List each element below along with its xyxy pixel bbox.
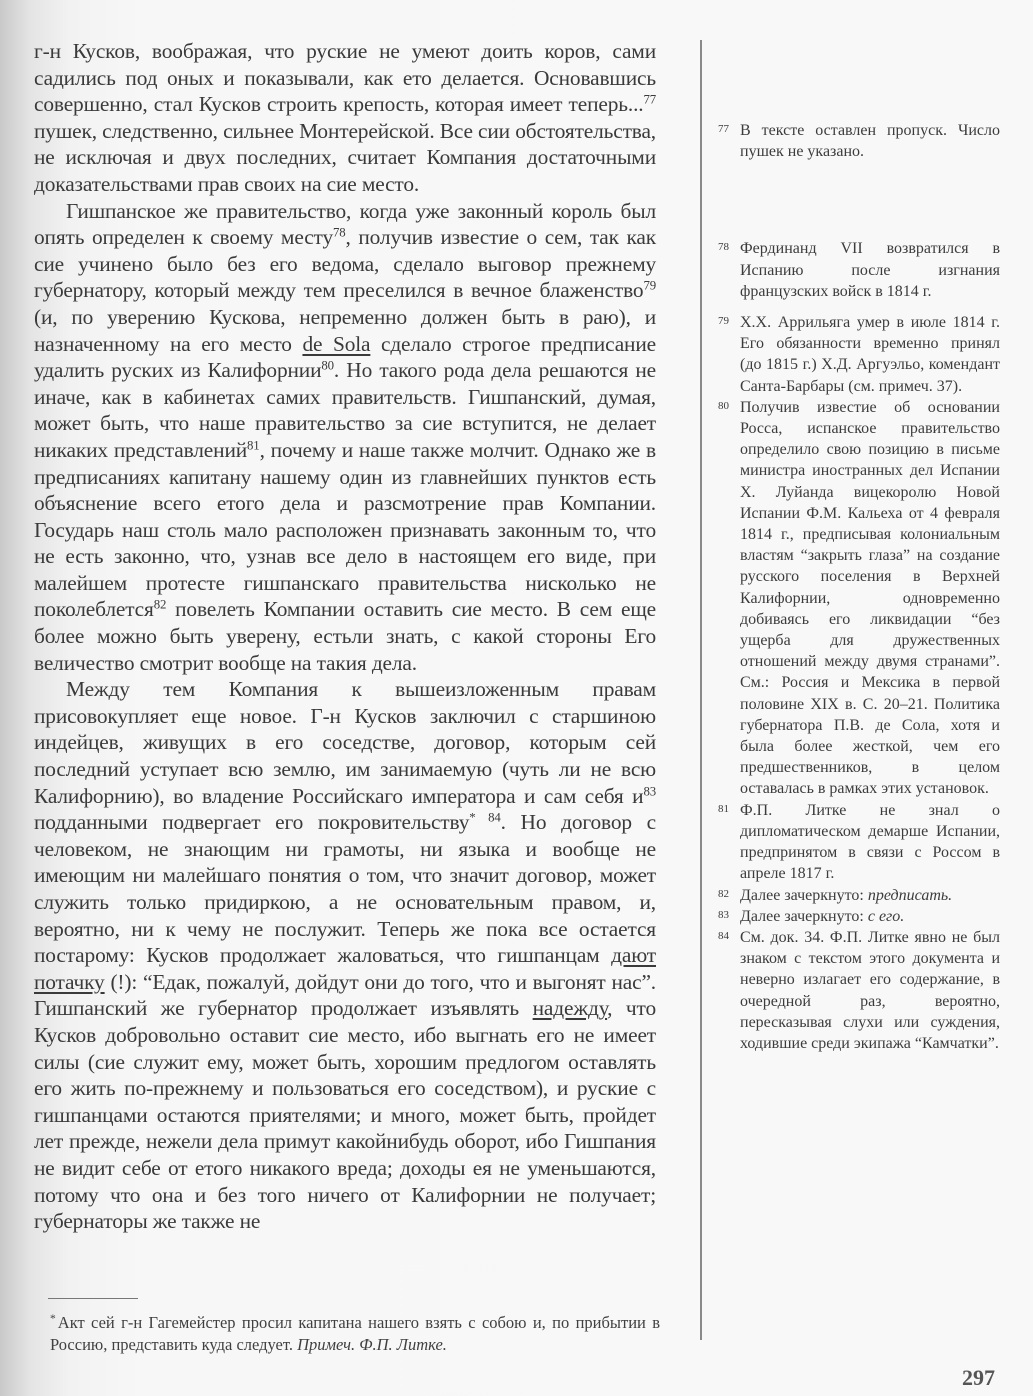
note-text: Х.Х. Аррильяга умер в июле 1814 г. Его обязанности временно принял (до 1815 г.) Х.Д. Аргуэльо, комендант Санта-Барбары (см. примеч. 37). [740, 314, 1000, 395]
note-text: См. док. 34. Ф.П. Литке явно не был знаком с текстом этого документа и неверно излагает его содержание, в очередной раз, вероятно, пересказывая слухи или суждения, ходившие среди экипажа “Камчатки”. [740, 928, 1000, 1052]
footnote-star-ref[interactable]: * [469, 810, 476, 825]
note-ref-78[interactable]: 78 [333, 225, 346, 240]
note-ref-80[interactable]: 80 [321, 358, 334, 373]
page-number: 297 [962, 1365, 995, 1390]
underlined-phrase-1: дают потачку [34, 943, 656, 994]
note-number: 81 [718, 802, 729, 815]
underlined-phrase-2: надежду [532, 996, 608, 1021]
note-ref-83[interactable]: 83 [643, 783, 656, 798]
note-number: 84 [718, 929, 729, 942]
note-text: В тексте оставлен пропуск. Число пушек не указано. [740, 122, 1000, 161]
note-83 [718, 906, 1000, 927]
note-number: 78 [718, 241, 729, 254]
paragraph-1: г-н Кусков, воображая, что руские не умеют доить коров, сами садились под оных и показывали, как ето делается. Основавшись совершенно, стал Кусков строить крепость, которая имеет теперь...$^{77}$ пушек, следственно, сильнее Монтерейской. Все сии обстоятельства, не исключая и двух последних, считает Компания достаточными доказательствами прав своих на сие место. [34, 39, 656, 196]
underlined-name: de Sola [302, 331, 371, 356]
paragraph-2: Гишпанское же правительство, когда уже законный король был опять определен к своему месту$^{78}$, получив известие о сем, так как сие учинено было без его ведома, сделало выговор прежнему губернатору, который между тем преселился в вечное блаженство$^{79}$ (и, по уверению Кускова, непременно должен быть в раю), и назначенному на его место de Sola сделало строгое предписание удалить руских из Калифорнии$^{80}$. Но такого рода дела решаются не иначе, как в кабинетах самих правительств. Гишпанский, думая, может быть, что наше правительство за сие вступится, не делает никаких представлений$^{81}$, почему и наше также молчит. Однако же в предписаниях капитану нашему один из главнейших пунктов есть объяснение всего етого дела и разсмотрение прав Компании. Государь наш столь мало расположен признавать законным то, что не есть законно, что, узнав все дело в настоящем его виде, при малейшем протесте гишпанскаго правительства нисколько не поколеблется$^{82}$ повелеть Компании оставить сие место. В сем еще более можно быть уверену, естьли знать, с какой стороны Его величество смотрит вообще на такия дела. [34, 198, 656, 675]
main-text-column [34, 38, 656, 1235]
note-number: 79 [718, 315, 729, 328]
footnote-marker: * [50, 1313, 56, 1326]
note-number: 77 [718, 123, 729, 135]
note-77 [718, 120, 1000, 162]
note-text: Ф.П. Литке не знал о дипломатическом демарше Испании, предпринятом в связи с Россом в апреле 1817 г. [740, 801, 1000, 883]
page-footnote: * Акт сей г-н Гагемейстер просил капитана нашего взять с собою и, по прибытии в Россию, представить куда следует. Примеч. Ф.П. Литке. [50, 1313, 660, 1354]
note-text: Получив известие об основании Росса, испанское правительство определило свою позицию в письме министра иностранных дел Испании Х. Луйанда вицекоролю Новой Испании Ф.М. Кальеха от 4 февраля 1814 г., предписывая колониальным властям “закрыть глаза” на создание русского поселения в Верхней Калифорнии, одновременно добиваясь его ликвидации “без ущерба для дружественных отношений между двумя странами”. См.: Россия и Мексика в первой половине XIX в. С. 20–21. Политика губернатора П.В. де Сола, хотя и была более жесткой, чем его предшественников, в целом оставалась в рамках этих установок. [740, 398, 1000, 798]
editorial-notes-column [718, 120, 1000, 1054]
footnote-area [48, 1298, 660, 1356]
note-ref-81[interactable]: 81 [247, 438, 260, 453]
note-text: Фердинанд VII возвратился в Испанию после изгнания французских войск в 1814 г. [740, 240, 1000, 300]
note-text: Далее зачеркнуто: предписать. [740, 886, 953, 904]
column-divider [700, 40, 702, 1340]
note-text: Далее зачеркнуто: с его. [740, 907, 905, 925]
note-84 [718, 927, 1000, 1054]
note-ref-84[interactable]: 84 [475, 810, 501, 825]
paragraph-3: Между тем Компания к вышеизложенным правам присовокупляет еще новое. Г-н Кусков заключил с старшиною индейцев, живущих в его соседстве, договор, которым сей последний уступает всю землю, им занимаемую (чуть ли не всю Калифорнию), во владение Российскаго императора и сам себя $и^{83}$ подданными подвергает его покровительству* $^{84}$. Но договор с человеком, не знающим ни грамоты, ни языка и вообще не имеющим ни малейшаго понятия о том, что значит договор, может служить только придиркою, а не основательным правом, и, вероятно, ни к чему не послужит. Теперь же пока все остается постарому: Кусков продолжает жаловаться, что гишпанцам дают потачку (!): “Едак, пожалуй, дойдут они до того, что и выгонят нас”. Гишпанский же губернатор продолжает изъявлять надежду, что Кусков добровольно оставит сие место, ибо выгнать его не имеет силы (сие служит ему, может быть, хорошим предлогом оставлять его жить по-прежнему и пользоваться его соседством), и руские с гишпанцами остаются приятелями; и много, может быть, пройдет лет прежде, нежели дела примут какойнибудь оборот, ибо Гишпания не видит себе от етого никакого вреда; доходы ея не уменьшаются, потому что она и без того ничего от Калифорнии не получает; губернаторы же также не [34, 677, 657, 1234]
note-81 [718, 800, 1000, 885]
note-ref-79[interactable]: 79 [643, 278, 656, 293]
note-82 [718, 885, 1000, 906]
note-78 [718, 238, 1000, 302]
note-ref-77[interactable]: 77 [643, 92, 656, 107]
footnote-rule [48, 1298, 138, 1299]
note-ref-82[interactable]: 82 [153, 597, 167, 612]
note-number: 82 [718, 887, 729, 900]
note-number: 83 [718, 908, 729, 921]
note-number: 80 [718, 399, 729, 412]
note-80 [718, 397, 1000, 800]
note-79 [718, 312, 1000, 397]
